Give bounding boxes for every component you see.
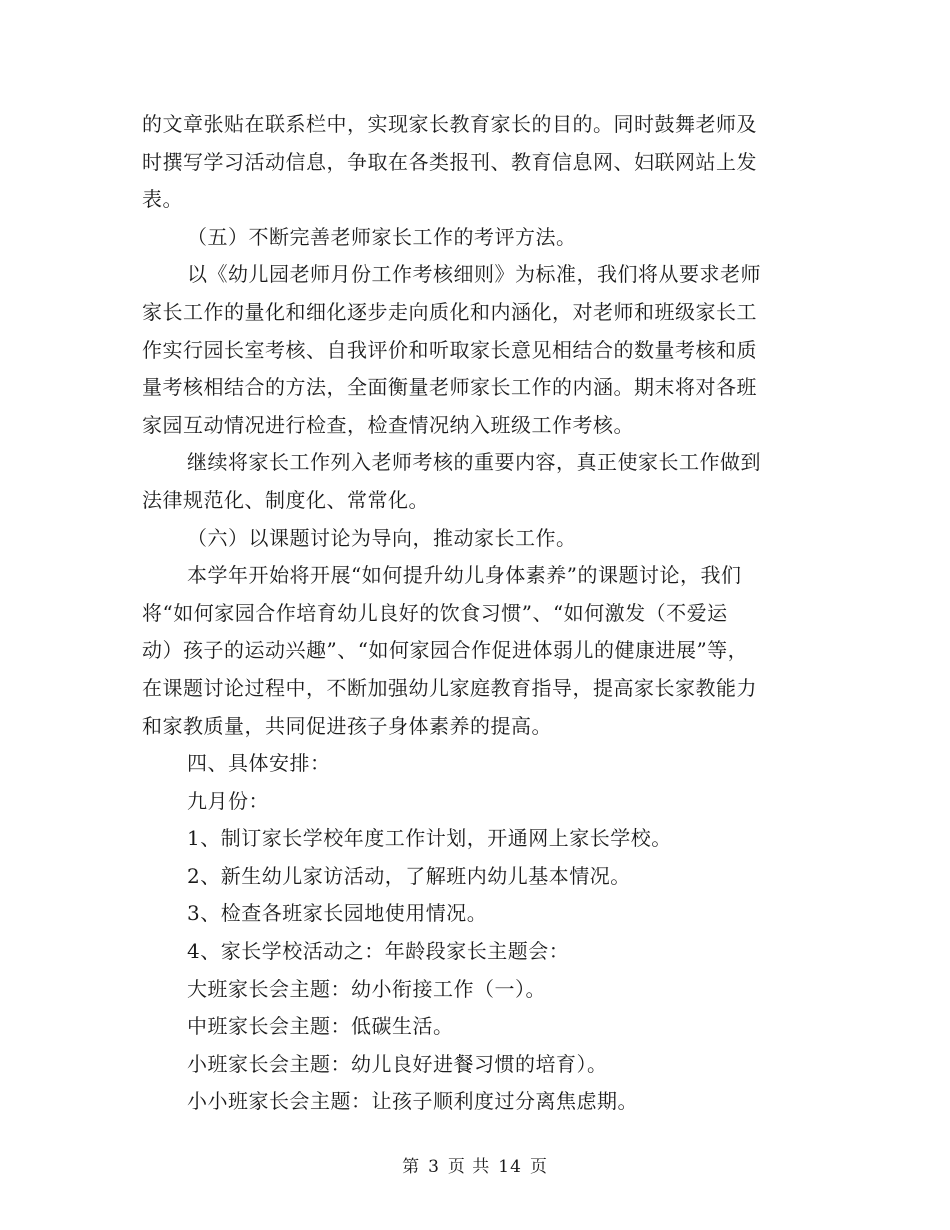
text-line: 以《幼儿园老师月份工作考核细则》为标准，我们将从要求老师 xyxy=(187,262,761,287)
text-line: 时撰写学习活动信息，争取在各类报刊、教育信息网、妇联网站上发 xyxy=(142,149,757,174)
text-line: 大班家长会主题：幼小衔接工作（一）。 xyxy=(187,976,546,1001)
text-line: 本学年开始将开展“如何提升幼儿身体素养”的课题讨论，我们 xyxy=(187,563,742,588)
text-line: 动）孩子的运动兴趣”、“如何家园合作促进体弱儿的健康进展”等， xyxy=(142,638,749,663)
text-line: 2、新生幼儿家访活动，了解班内幼儿基本情况。 xyxy=(187,863,631,888)
text-line: （五）不断完善老师家长工作的考评方法。 xyxy=(187,224,577,249)
page-footer xyxy=(0,1152,950,1177)
text-line: 3、检查各班家长园地使用情况。 xyxy=(187,901,488,926)
text-line: 小班家长会主题：幼儿良好进餐习惯的培育）。 xyxy=(187,1051,608,1076)
text-line: 作实行园长室考核、自我评价和听取家长意见相结合的数量考核和质 xyxy=(142,337,757,362)
text-line: 4、家长学校活动之：年龄段家长主题会： xyxy=(187,939,570,964)
text-line: 在课题讨论过程中，不断加强幼儿家庭教育指导，提高家长家教能力 xyxy=(142,675,757,700)
text-line: 四、具体安排： xyxy=(187,751,331,776)
text-line: 和家教质量，共同促进孩子身体素养的提高。 xyxy=(142,713,552,738)
text-line: 九月份： xyxy=(187,788,269,813)
text-line: 中班家长会主题：低碳生活。 xyxy=(187,1014,454,1039)
footer-suffix: 页 xyxy=(529,1157,548,1177)
document-body xyxy=(142,106,812,1121)
text-line: 家长工作的量化和细化逐步走向质化和内涵化，对老师和班级家长工 xyxy=(142,299,757,324)
text-line: 将“如何家园合作培育幼儿良好的饮食习惯”、“如何激发（不爱运 xyxy=(142,600,728,625)
footer-total-pages: 14 xyxy=(498,1157,522,1177)
text-line: 表。 xyxy=(142,187,183,212)
text-line: 家园互动情况进行检查，检查情况纳入班级工作考核。 xyxy=(142,412,634,437)
footer-current-page: 3 xyxy=(428,1157,440,1177)
text-line: （六）以课题讨论为导向，推动家长工作。 xyxy=(187,525,577,550)
footer-prefix: 第 xyxy=(402,1157,421,1177)
text-line: 法律规范化、制度化、常常化。 xyxy=(142,487,429,512)
text-line: 量考核相结合的方法，全面衡量老师家长工作的内涵。期末将对各班 xyxy=(142,375,757,400)
text-line: 的文章张贴在联系栏中，实现家长教育家长的目的。同时鼓舞老师及 xyxy=(142,112,757,136)
footer-middle: 页 共 xyxy=(447,1157,491,1177)
text-line: 继续将家长工作列入老师考核的重要内容，真正使家长工作做到 xyxy=(187,450,761,475)
text-line: 小小班家长会主题：让孩子顺利度过分离焦虑期。 xyxy=(187,1089,638,1114)
text-line: 1、制订家长学校年度工作计划，开通网上家长学校。 xyxy=(187,826,672,851)
